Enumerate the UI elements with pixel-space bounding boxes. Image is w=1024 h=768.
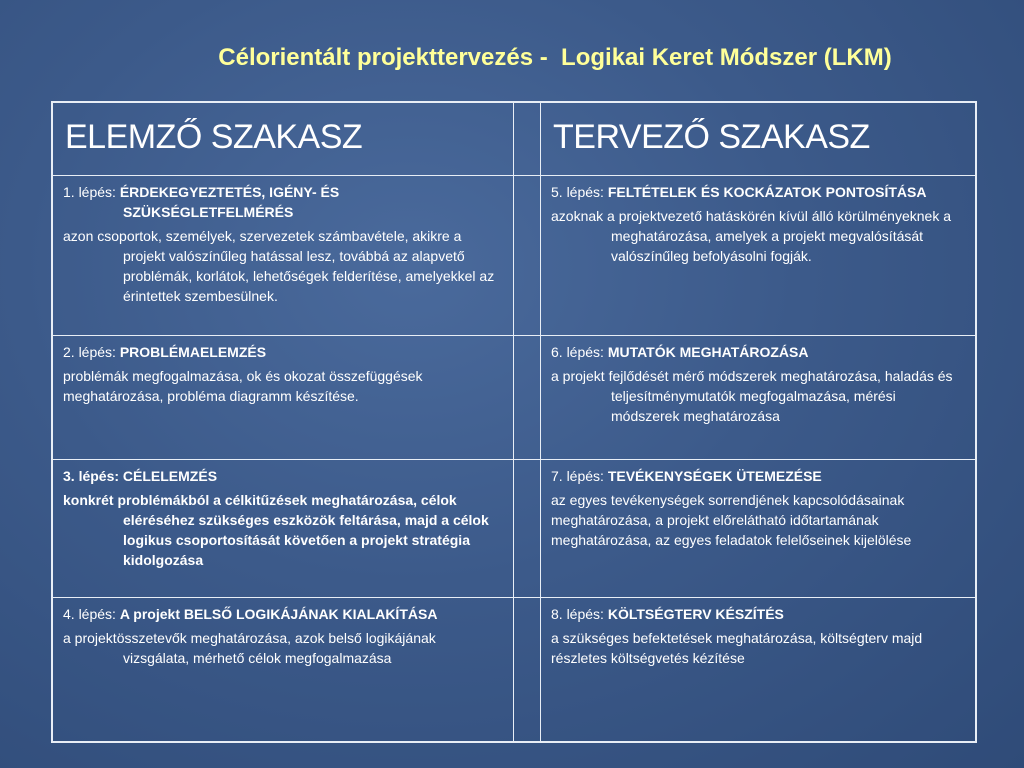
step-description: azon csoportok, személyek, szervezetek számbavétele, akikre a projekt valószínűleg hatással lesz, továbbá az alapvető problémák, korlátok, lehetőségek felderítése, amelyekkel az érintettek szembesülnek. [63, 228, 495, 304]
step-name: MUTATÓK MEGHATÁROZÁSA [607, 344, 809, 360]
step-description: azoknak a projektvezető hatáskörén kívül álló körülményeknek a meghatározása, amelyek a projekt megvalósítását valószínűleg befolyásolni fogják. [551, 208, 951, 264]
step-title [551, 182, 965, 202]
step-prefix: 8. lépés: [551, 606, 608, 622]
step-title [551, 342, 965, 362]
step-title [551, 604, 965, 624]
step-name: PROBLÉMAELEMZÉS [119, 344, 267, 360]
step-prefix: 2. lépés: [63, 344, 120, 360]
step-prefix: 3. lépés: [63, 468, 123, 484]
step-name: TEVÉKENYSÉGEK ÜTEMEZÉSE [607, 468, 822, 484]
step-title [551, 466, 965, 486]
step-cell [541, 176, 977, 336]
spacer-cell [514, 460, 541, 598]
step-description: a projekt fejlődését mérő módszerek meghatározása, haladás és teljesítménymutatók megfogalmazása, mérési módszerek meghatározása [551, 368, 953, 424]
step-cell [541, 598, 977, 743]
step-description: problémák megfogalmazása, ok és okozat összefüggések meghatározása, probléma diagramm készítése. [63, 368, 423, 404]
step-prefix: 6. lépés: [551, 344, 608, 360]
header-planning-phase: TERVEZŐ SZAKASZ [541, 102, 977, 176]
spacer-cell [514, 176, 541, 336]
step-cell [52, 460, 514, 598]
step-prefix: 7. lépés: [551, 468, 608, 484]
slide-title: Célorientált projekttervezés - Logikai Keret Módszer (LKM) [218, 44, 892, 71]
spacer-cell [514, 598, 541, 743]
lkm-table [51, 101, 977, 743]
step-description: konkrét problémákból a célkitűzések meghatározása, célok eléréséhez szükséges eszközök feltárása, majd a célok logikus csoportosítását követően a projekt stratégia kidolgozása [63, 492, 489, 568]
step-name: KÖLTSÉGTERV KÉSZÍTÉS [607, 606, 784, 622]
header-analysis-phase: ELEMZŐ SZAKASZ [52, 102, 514, 176]
step-title [63, 466, 503, 486]
step-name: FELTÉTELEK ÉS KOCKÁZATOK PONTOSÍTÁSA [607, 184, 927, 200]
step-title [63, 342, 503, 362]
step-description: a projektösszetevők meghatározása, azok belső logikájának vizsgálata, mérhető célok megfogalmazása [63, 630, 436, 666]
step-name: CÉLELEMZÉS [122, 468, 218, 484]
step-prefix: 5. lépés: [551, 184, 608, 200]
step-title [63, 182, 503, 222]
table-row [52, 598, 976, 743]
header-row [52, 102, 976, 176]
step-description: az egyes tevékenységek sorrendjének kapcsolódásainak meghatározása, a projekt előrelátható időtartamának meghatározása, az egyes feladatok felelőseinek kijelölése [551, 492, 912, 548]
table-row [52, 336, 976, 460]
step-prefix: 1. lépés: [63, 184, 120, 200]
spacer-cell [514, 102, 541, 176]
table-row [52, 460, 976, 598]
step-name: A projekt BELSŐ LOGIKÁJÁNAK KIALAKÍTÁSA [119, 606, 438, 622]
step-name: ÉRDEKEGYEZTETÉS, IGÉNY- ÉS SZÜKSÉGLETFELMÉRÉS [119, 184, 340, 220]
step-description: a szükséges befektetések meghatározása, költségterv majd részletes költségvetés kézítése [551, 630, 923, 666]
step-cell [52, 336, 514, 460]
spacer-cell [514, 336, 541, 460]
step-cell [541, 460, 977, 598]
step-cell [52, 598, 514, 743]
step-prefix: 4. lépés: [63, 606, 120, 622]
step-cell [541, 336, 977, 460]
table-row [52, 176, 976, 336]
step-title [63, 604, 503, 624]
step-cell [52, 176, 514, 336]
